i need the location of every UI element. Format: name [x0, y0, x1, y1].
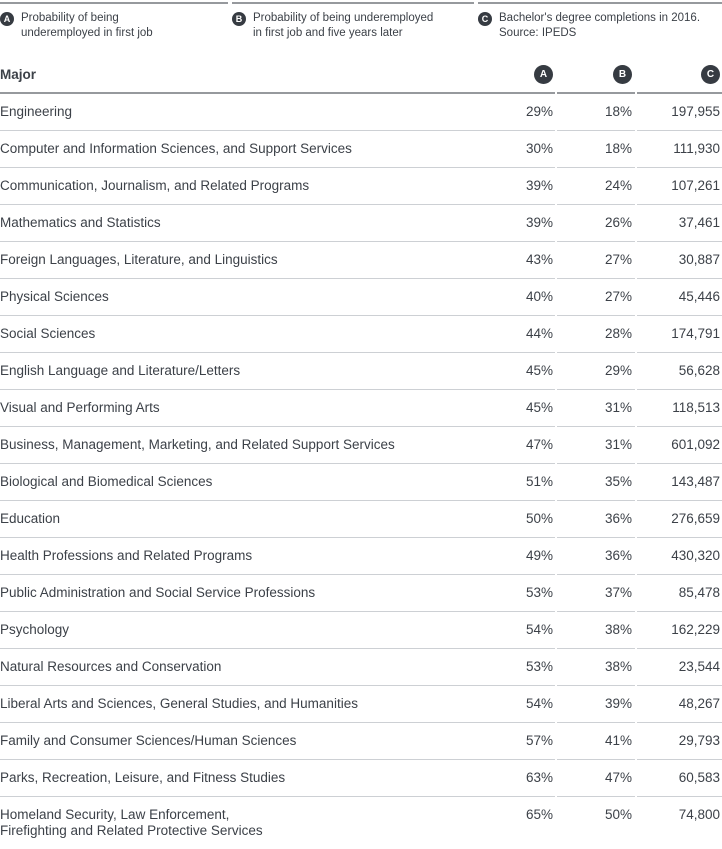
major-name-line1: Parks, Recreation, Leisure, and Fitness Studies — [0, 770, 286, 785]
value-b-cell — [557, 686, 635, 723]
major-name — [0, 363, 240, 379]
value-c: 143,487 — [671, 474, 720, 489]
legend-a-line1: Probability of being — [21, 12, 119, 24]
value-c-cell — [637, 131, 722, 168]
major-name-line1: Business, Management, Marketing, and Related Support Services — [0, 437, 395, 452]
major-cell — [0, 94, 555, 131]
major-cell — [0, 242, 555, 279]
value-c: 118,513 — [672, 400, 720, 415]
value-c-cell — [637, 168, 722, 205]
value-c-cell — [637, 464, 722, 501]
table-row — [0, 723, 722, 760]
value-b-cell — [557, 390, 635, 427]
legend-c-text — [499, 11, 700, 41]
major-name — [0, 252, 278, 268]
value-b-cell — [557, 538, 635, 575]
table-row — [0, 649, 722, 686]
major-cell — [0, 205, 555, 242]
major-name — [0, 548, 252, 564]
major-name-line1: Visual and Performing Arts — [0, 400, 160, 415]
table-row — [0, 131, 722, 168]
major-cell — [0, 353, 555, 390]
table-row — [0, 168, 722, 205]
value-a: 54% — [525, 622, 553, 637]
value-b-cell — [557, 316, 635, 353]
major-name-line1: English Language and Literature/Letters — [0, 363, 241, 378]
major-name — [0, 696, 358, 712]
legend-c-badge-icon: C — [478, 12, 492, 26]
header-c-cell — [637, 65, 722, 94]
value-c-cell — [637, 353, 722, 390]
major-cell — [0, 612, 555, 649]
value-c: 37,461 — [678, 215, 720, 230]
value-a: 39% — [525, 215, 553, 230]
value-a: 43% — [525, 252, 553, 267]
header-major-cell — [0, 65, 555, 94]
value-a: 54% — [525, 696, 553, 711]
legend-b-line2: in first job and five years later — [253, 27, 403, 39]
major-name — [0, 437, 395, 453]
major-name-line1: Social Sciences — [0, 326, 96, 341]
value-c-cell — [637, 316, 722, 353]
major-name — [0, 215, 161, 231]
value-b-cell — [557, 94, 635, 131]
value-c: 197,955 — [671, 104, 720, 119]
value-a: 40% — [525, 289, 553, 304]
major-cell — [0, 390, 555, 427]
table-row — [0, 242, 722, 279]
major-name-line1: Communication, Journalism, and Related Programs — [0, 178, 310, 193]
major-name — [0, 104, 72, 120]
value-c: 23,544 — [678, 659, 720, 674]
value-b: 50% — [604, 807, 632, 822]
value-a: 29% — [525, 104, 553, 119]
legend-c-line1: Bachelor's degree completions in 2016. — [499, 12, 701, 24]
table-row — [0, 686, 722, 723]
value-a: 49% — [525, 548, 553, 563]
value-c-cell — [637, 538, 722, 575]
value-a: 44% — [525, 326, 553, 341]
value-b: 29% — [604, 363, 632, 378]
value-b: 18% — [604, 104, 632, 119]
value-c: 29,793 — [678, 733, 720, 748]
value-c-cell — [637, 723, 722, 760]
value-b-cell — [557, 612, 635, 649]
legend-b-text — [253, 11, 433, 41]
value-b-cell — [557, 797, 635, 849]
value-c-cell — [637, 760, 722, 797]
value-c-cell — [637, 427, 722, 464]
value-b: 18% — [604, 141, 632, 156]
major-name-line1: Computer and Information Sciences, and Support Services — [0, 141, 352, 156]
value-c-cell — [637, 390, 722, 427]
value-a: 45% — [525, 363, 553, 378]
major-name-line1: Family and Consumer Sciences/Human Sciences — [0, 733, 297, 748]
major-name — [0, 807, 263, 839]
value-c: 430,320 — [671, 548, 720, 563]
value-a: 50% — [525, 511, 553, 526]
major-name — [0, 622, 69, 638]
value-c: 56,628 — [678, 363, 720, 378]
major-cell — [0, 316, 555, 353]
table-row — [0, 205, 722, 242]
legend-a-text — [21, 11, 153, 41]
value-b: 37% — [604, 585, 632, 600]
major-name-line2: Firefighting and Related Protective Services — [0, 823, 263, 838]
major-name-line1: Health Professions and Related Programs — [0, 548, 253, 563]
value-b: 38% — [604, 659, 632, 674]
value-a: 45% — [525, 400, 553, 415]
value-b-cell — [557, 353, 635, 390]
value-c-cell — [637, 205, 722, 242]
value-b: 26% — [604, 215, 632, 230]
value-b-cell — [557, 649, 635, 686]
value-a: 53% — [525, 659, 553, 674]
major-column-header: Major — [0, 67, 37, 82]
value-b-cell — [557, 279, 635, 316]
value-c: 60,583 — [678, 770, 720, 785]
value-c: 107,261 — [671, 178, 720, 193]
value-b: 36% — [604, 511, 632, 526]
value-b: 38% — [604, 622, 632, 637]
value-a: 57% — [525, 733, 553, 748]
major-cell — [0, 575, 555, 612]
major-name-line1: Education — [0, 511, 61, 526]
table-row — [0, 501, 722, 538]
value-a: 51% — [525, 474, 553, 489]
value-c: 276,659 — [671, 511, 720, 526]
value-b: 36% — [604, 548, 632, 563]
major-cell — [0, 797, 555, 849]
legend-c-line2: Source: IPEDS — [499, 27, 577, 39]
table-row — [0, 390, 722, 427]
value-b: 31% — [604, 437, 632, 452]
value-c-cell — [637, 686, 722, 723]
value-c: 111,930 — [673, 141, 720, 156]
major-name — [0, 770, 285, 786]
value-c-cell — [637, 649, 722, 686]
legend-a-line2: underemployed in first job — [21, 27, 153, 39]
table-body — [0, 94, 722, 849]
value-c: 162,229 — [671, 622, 720, 637]
major-name — [0, 400, 160, 416]
value-b: 35% — [604, 474, 632, 489]
value-b: 27% — [604, 252, 632, 267]
table-row — [0, 797, 722, 849]
major-name-line1: Homeland Security, Law Enforcement, — [0, 807, 230, 822]
major-name-line1: Foreign Languages, Literature, and Linguistics — [0, 252, 278, 267]
table-row — [0, 94, 722, 131]
table-row — [0, 427, 722, 464]
value-b: 39% — [604, 696, 632, 711]
value-a: 63% — [525, 770, 553, 785]
value-b: 27% — [604, 289, 632, 304]
major-name — [0, 474, 212, 490]
value-c: 601,092 — [671, 437, 720, 452]
major-cell — [0, 464, 555, 501]
value-b: 24% — [604, 178, 632, 193]
major-cell — [0, 649, 555, 686]
table-row — [0, 279, 722, 316]
value-b-cell — [557, 242, 635, 279]
table-header — [0, 65, 722, 94]
major-name-line1: Engineering — [0, 104, 73, 119]
table-row — [0, 760, 722, 797]
column-b-badge-icon: B — [613, 65, 632, 84]
value-b-cell — [557, 464, 635, 501]
table-row — [0, 575, 722, 612]
value-c: 74,800 — [678, 807, 720, 822]
value-b: 47% — [604, 770, 632, 785]
major-name — [0, 511, 60, 527]
table-row — [0, 612, 722, 649]
major-cell — [0, 538, 555, 575]
table-row — [0, 464, 722, 501]
table-row — [0, 538, 722, 575]
value-c-cell — [637, 612, 722, 649]
value-b-cell — [557, 168, 635, 205]
value-a: 65% — [525, 807, 553, 822]
value-b-cell — [557, 501, 635, 538]
major-cell — [0, 501, 555, 538]
legend-item-b — [232, 2, 474, 41]
value-b-cell — [557, 427, 635, 464]
major-name — [0, 733, 296, 749]
table-row — [0, 353, 722, 390]
value-c: 48,267 — [678, 696, 720, 711]
header-b-cell — [557, 65, 635, 94]
major-name-line1: Physical Sciences — [0, 289, 109, 304]
value-b: 31% — [604, 400, 632, 415]
value-c: 30,887 — [678, 252, 720, 267]
value-b-cell — [557, 723, 635, 760]
major-name — [0, 585, 315, 601]
major-cell — [0, 279, 555, 316]
value-a: 53% — [525, 585, 553, 600]
column-a-badge-icon: A — [534, 65, 553, 84]
value-b-cell — [557, 760, 635, 797]
legend-item-a — [0, 2, 228, 41]
value-b: 41% — [604, 733, 632, 748]
major-name — [0, 659, 221, 675]
major-cell — [0, 760, 555, 797]
major-name-line1: Public Administration and Social Service Professions — [0, 585, 316, 600]
value-a: 47% — [525, 437, 553, 452]
major-cell — [0, 168, 555, 205]
value-a: 39% — [525, 178, 553, 193]
legend-item-c — [478, 2, 722, 41]
major-name-line1: Psychology — [0, 622, 70, 637]
value-c-cell — [637, 242, 722, 279]
major-cell — [0, 131, 555, 168]
major-name-line1: Liberal Arts and Sciences, General Studies, and Humanities — [0, 696, 358, 711]
underemployment-table-page — [0, 2, 722, 849]
major-name — [0, 178, 309, 194]
major-name — [0, 326, 95, 342]
column-c-badge-icon: C — [701, 65, 720, 84]
value-c: 85,478 — [678, 585, 720, 600]
major-name-line1: Biological and Biomedical Sciences — [0, 474, 213, 489]
legend-b-line1: Probability of being underemployed — [253, 12, 434, 24]
major-name-line1: Mathematics and Statistics — [0, 215, 161, 230]
major-name — [0, 141, 352, 157]
value-c-cell — [637, 279, 722, 316]
major-cell — [0, 723, 555, 760]
value-b-cell — [557, 131, 635, 168]
value-c: 45,446 — [678, 289, 720, 304]
major-name-line1: Natural Resources and Conservation — [0, 659, 222, 674]
legend — [0, 2, 722, 41]
value-c-cell — [637, 94, 722, 131]
value-b-cell — [557, 205, 635, 242]
major-name — [0, 289, 109, 305]
value-c-cell — [637, 575, 722, 612]
value-b-cell — [557, 575, 635, 612]
legend-b-badge-icon: B — [232, 12, 246, 26]
value-c-cell — [637, 501, 722, 538]
major-cell — [0, 427, 555, 464]
table-row — [0, 316, 722, 353]
value-a: 30% — [525, 141, 553, 156]
value-b: 28% — [604, 326, 632, 341]
legend-a-badge-icon: A — [0, 12, 14, 26]
value-c-cell — [637, 797, 722, 849]
value-c: 174,791 — [671, 326, 720, 341]
major-cell — [0, 686, 555, 723]
